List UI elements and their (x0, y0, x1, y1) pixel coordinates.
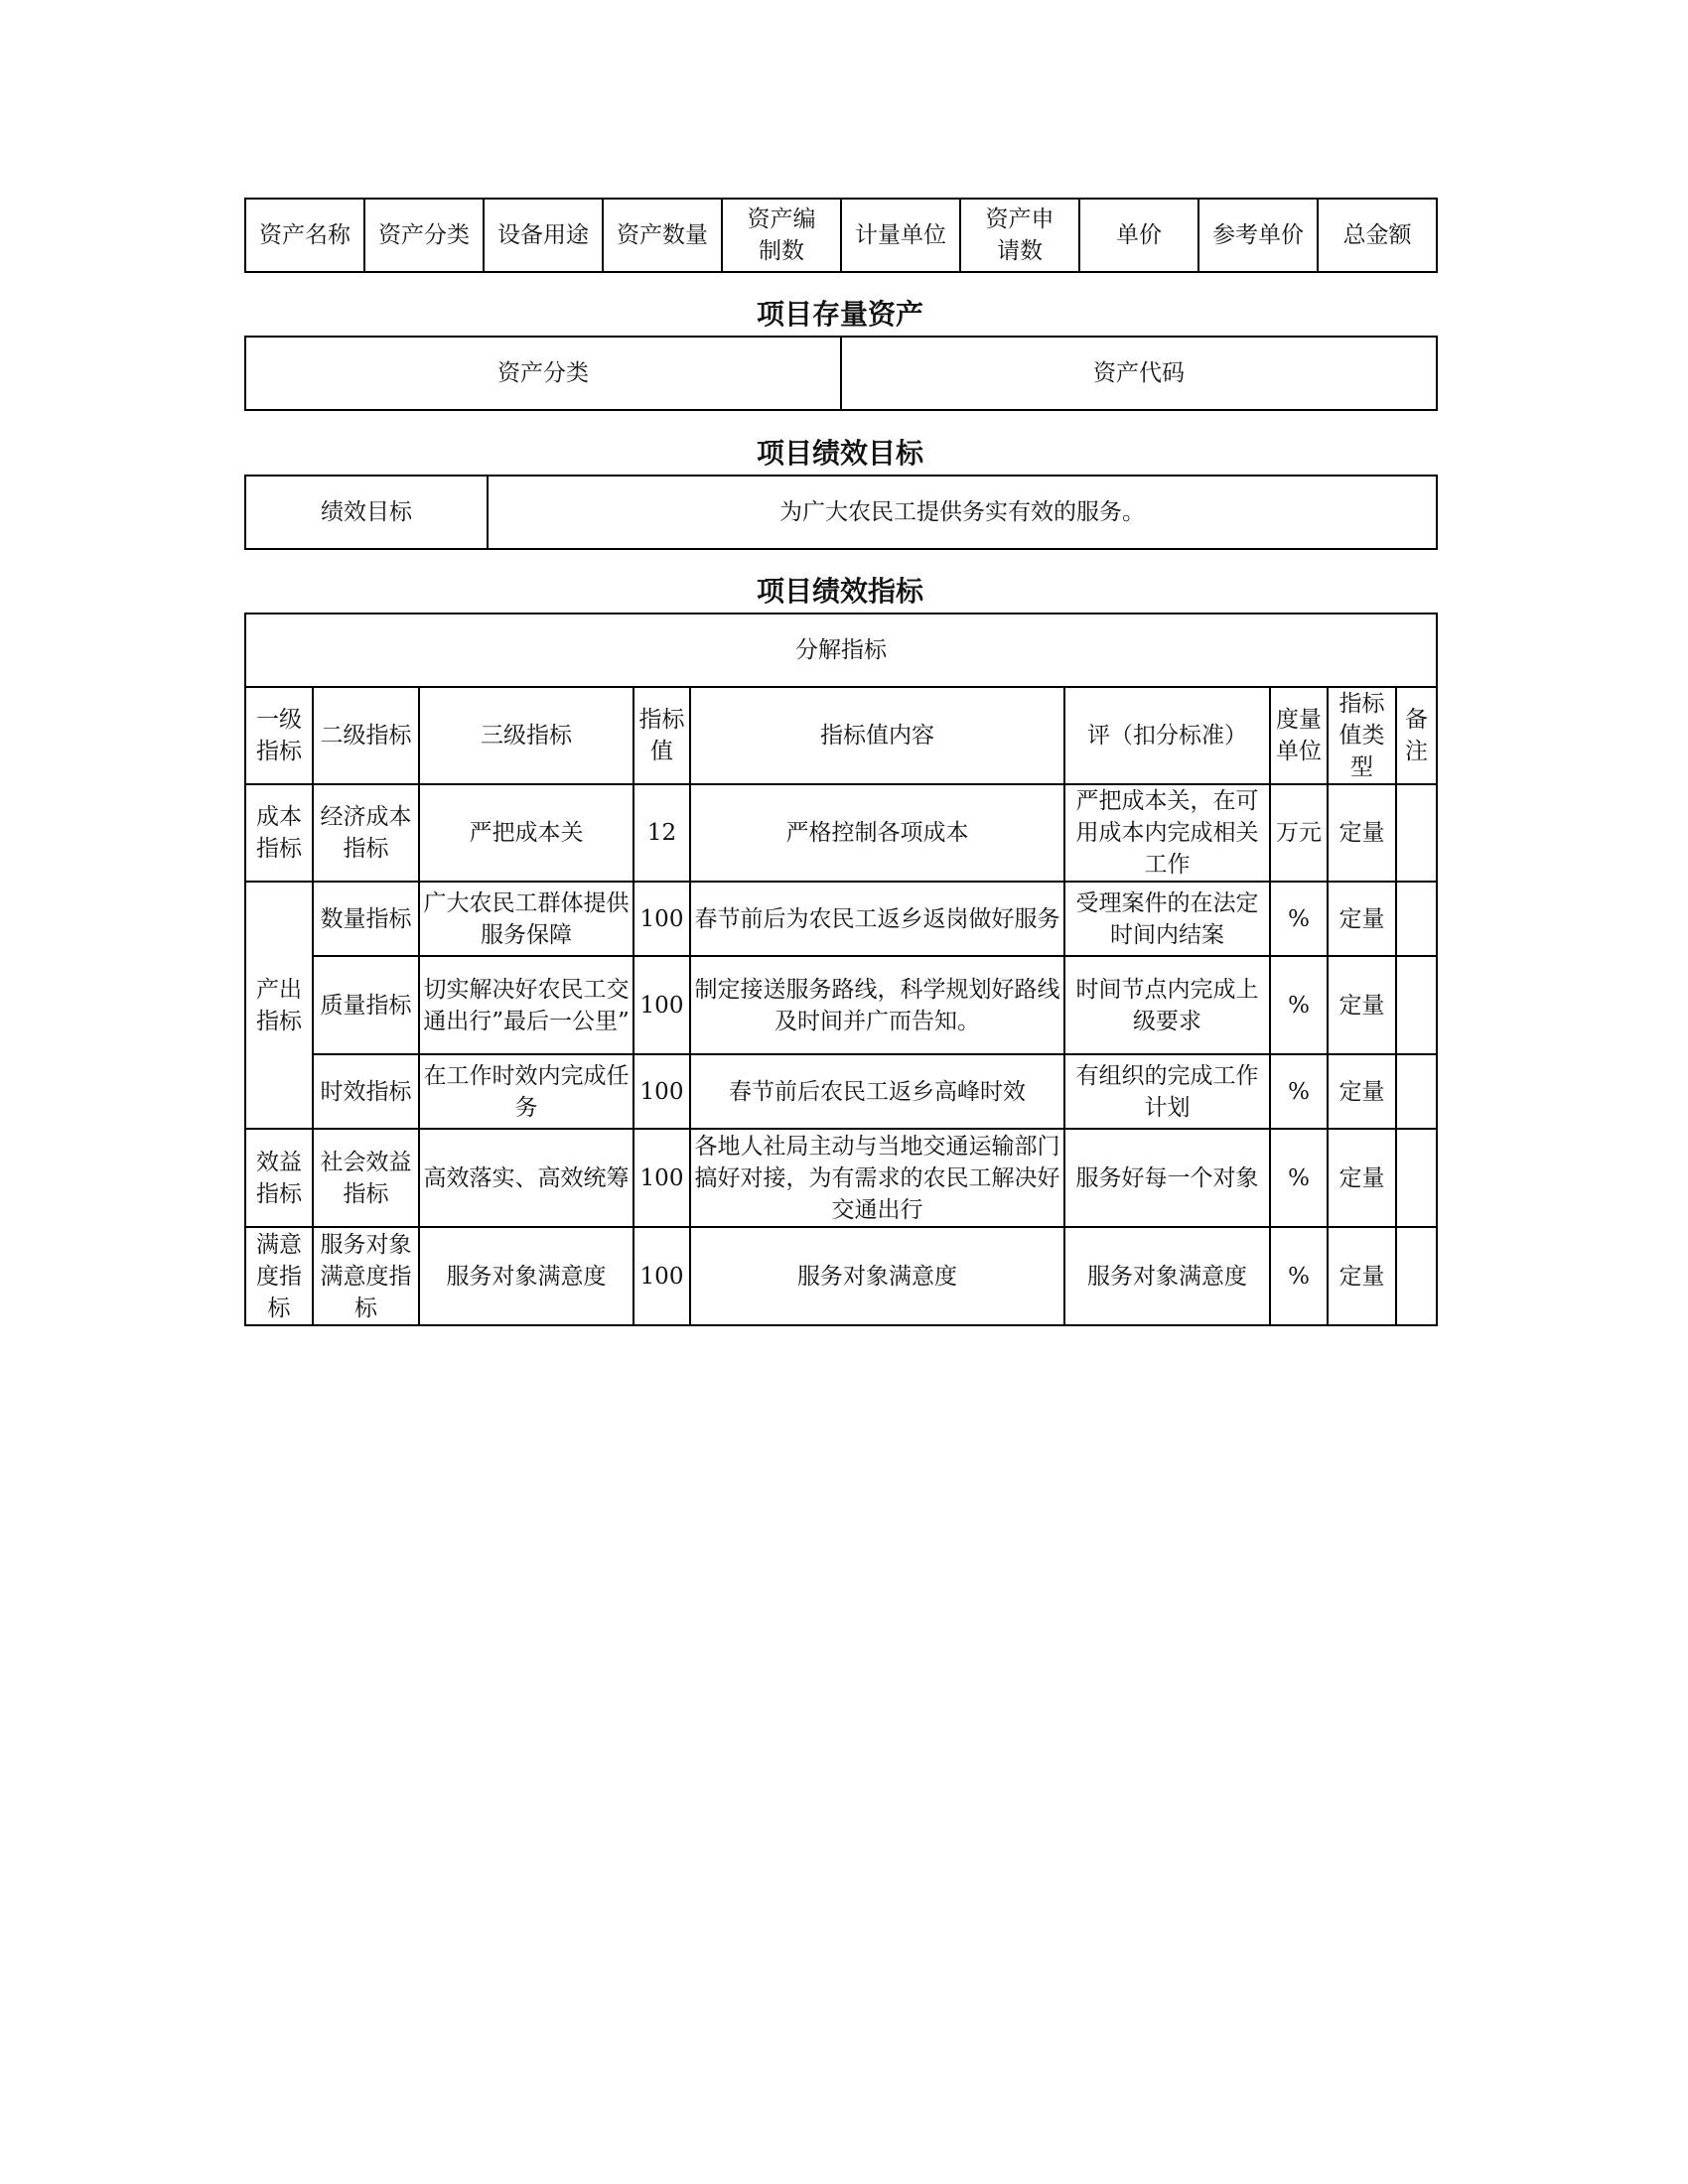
level1-cell: 产出指标 (245, 882, 313, 1129)
stock-header-cell: 资产分类 (245, 337, 841, 410)
asset-header-cell: 资产编制数 (722, 199, 841, 272)
content-cell: 各地人社局主动与当地交通运输部门搞好对接，为有需求的农民工解决好交通出行 (690, 1129, 1064, 1227)
content-cell: 制定接送服务路线，科学规划好路线及时间并广而告知。 (690, 956, 1064, 1054)
value-cell: 100 (633, 1129, 690, 1227)
stock-assets-table (244, 336, 1438, 411)
level3-cell: 服务对象满意度 (419, 1227, 633, 1325)
table-row (245, 1054, 1437, 1129)
level2-cell: 数量指标 (313, 882, 419, 956)
content-cell: 服务对象满意度 (690, 1227, 1064, 1325)
indicator-header-cell: 一级指标 (245, 687, 313, 784)
indicator-header-cell: 指标值内容 (690, 687, 1064, 784)
unit-cell: % (1270, 956, 1328, 1054)
goal-label: 绩效目标 (245, 476, 488, 549)
level1-cell: 满意度指标 (245, 1227, 313, 1325)
type-cell: 定量 (1328, 1054, 1396, 1129)
type-cell: 定量 (1328, 1129, 1396, 1227)
table-row (245, 882, 1437, 956)
indicator-header-cell: 评（扣分标准） (1064, 687, 1270, 784)
level3-cell: 严把成本关 (419, 784, 633, 882)
indicator-header-cell: 度量单位 (1270, 687, 1328, 784)
level1-cell: 效益指标 (245, 1129, 313, 1227)
stock-assets-title: 项目存量资产 (756, 298, 923, 331)
level1-cell: 成本指标 (245, 784, 313, 882)
value-cell: 100 (633, 1054, 690, 1129)
indicator-header-cell: 三级指标 (419, 687, 633, 784)
asset-header-cell: 资产分类 (364, 199, 484, 272)
group-header-cell: 分解指标 (245, 614, 1437, 687)
asset-header-cell: 设备用途 (484, 199, 603, 272)
level3-cell: 切实解决好农民工交通出行”最后一公里” (419, 956, 633, 1054)
level2-cell: 社会效益指标 (313, 1129, 419, 1227)
level2-cell: 质量指标 (313, 956, 419, 1054)
table-row (245, 1129, 1437, 1227)
type-cell: 定量 (1328, 956, 1396, 1054)
level2-cell: 时效指标 (313, 1054, 419, 1129)
performance-goal-table (244, 475, 1438, 550)
asset-header-cell: 资产数量 (603, 199, 722, 272)
goal-row (245, 476, 1437, 549)
asset-header-cell: 资产申请数 (960, 199, 1079, 272)
type-cell: 定量 (1328, 1227, 1396, 1325)
note-cell (1396, 784, 1437, 882)
indicator-header-cell: 二级指标 (313, 687, 419, 784)
standard-cell: 服务对象满意度 (1064, 1227, 1270, 1325)
table-row (245, 784, 1437, 882)
level3-cell: 高效落实、高效统筹 (419, 1129, 633, 1227)
asset-header-cell: 单价 (1079, 199, 1198, 272)
unit-cell: 万元 (1270, 784, 1328, 882)
type-cell: 定量 (1328, 784, 1396, 882)
goal-value: 为广大农民工提供务实有效的服务。 (488, 476, 1437, 549)
content-cell: 春节前后农民工返乡高峰时效 (690, 1054, 1064, 1129)
stock-header-cell: 资产代码 (841, 337, 1437, 410)
performance-indicators-title: 项目绩效指标 (756, 575, 923, 608)
value-cell: 100 (633, 1227, 690, 1325)
level2-cell: 经济成本指标 (313, 784, 419, 882)
stock-header-row (245, 337, 1437, 410)
note-cell (1396, 956, 1437, 1054)
unit-cell: % (1270, 1054, 1328, 1129)
standard-cell: 服务好每一个对象 (1064, 1129, 1270, 1227)
value-cell: 12 (633, 784, 690, 882)
level2-cell: 服务对象满意度指标 (313, 1227, 419, 1325)
performance-indicators-table (244, 613, 1438, 1326)
indicator-header-cell: 指标值类型 (1328, 687, 1396, 784)
standard-cell: 受理案件的在法定时间内结案 (1064, 882, 1270, 956)
level3-cell: 在工作时效内完成任务 (419, 1054, 633, 1129)
unit-cell: % (1270, 1227, 1328, 1325)
note-cell (1396, 1054, 1437, 1129)
unit-cell: % (1270, 882, 1328, 956)
asset-header-cell: 参考单价 (1198, 199, 1318, 272)
type-cell: 定量 (1328, 882, 1396, 956)
asset-header-cell: 计量单位 (841, 199, 960, 272)
asset-table (244, 198, 1438, 273)
standard-cell: 严把成本关，在可用成本内完成相关工作 (1064, 784, 1270, 882)
group-header-row (245, 614, 1437, 687)
table-row (245, 1227, 1437, 1325)
performance-goal-title: 项目绩效目标 (756, 437, 923, 470)
note-cell (1396, 1129, 1437, 1227)
standard-cell: 有组织的完成工作计划 (1064, 1054, 1270, 1129)
indicator-header-row (245, 687, 1437, 784)
unit-cell: % (1270, 1129, 1328, 1227)
asset-header-cell: 资产名称 (245, 199, 364, 272)
indicator-header-cell: 指标值 (633, 687, 690, 784)
content-cell: 严格控制各项成本 (690, 784, 1064, 882)
value-cell: 100 (633, 956, 690, 1054)
indicator-header-cell: 备注 (1396, 687, 1437, 784)
standard-cell: 时间节点内完成上级要求 (1064, 956, 1270, 1054)
note-cell (1396, 1227, 1437, 1325)
value-cell: 100 (633, 882, 690, 956)
content-cell: 春节前后为农民工返乡返岗做好服务 (690, 882, 1064, 956)
asset-header-cell: 总金额 (1318, 199, 1437, 272)
asset-header-row (245, 199, 1437, 272)
note-cell (1396, 882, 1437, 956)
table-row (245, 956, 1437, 1054)
level3-cell: 广大农民工群体提供服务保障 (419, 882, 633, 956)
